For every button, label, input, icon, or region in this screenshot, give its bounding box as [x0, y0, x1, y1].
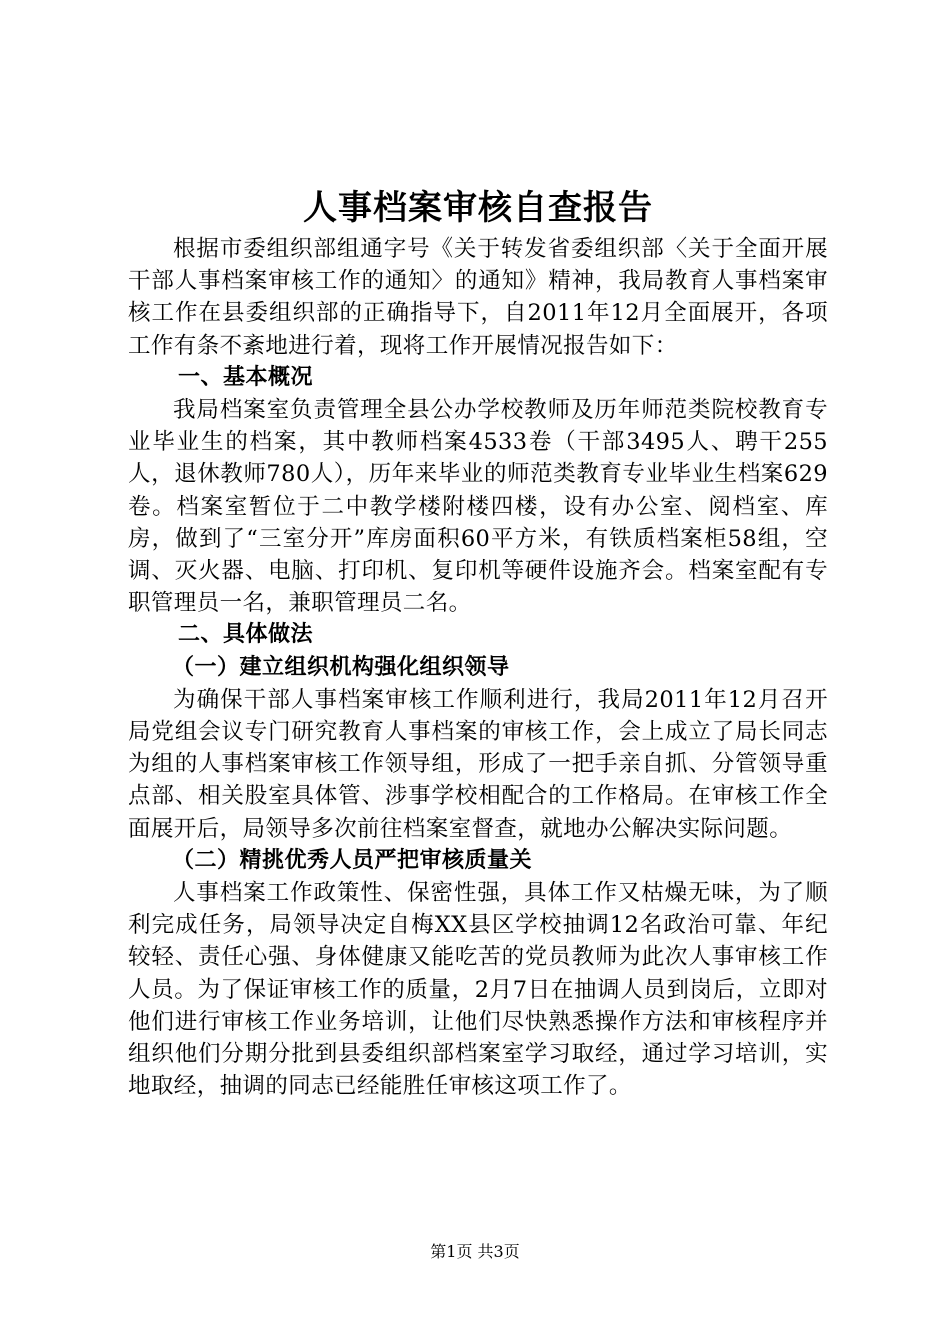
subsection-heading-staffing: （二）精挑优秀人员严把审核质量关: [172, 847, 533, 873]
section-heading-methods: 二、具体做法: [178, 622, 314, 648]
document-title: 人事档案审核自查报告: [303, 188, 653, 228]
overview-paragraph: 我局档案室负责管理全县公办学校教师及历年师范类院校教育专业毕业生的档案，其中教师档案4533卷（干部3495人、聘干255人，退休教师780人），历年来毕业的师范类教育专业毕业生档案629卷。档案室暂位于二中教学楼附楼四楼，设有办公室、阅档室、库房，做到了“三室分开”库房面积60平方米，有铁质档案柜58组，空调、灭火器、电脑、打印机、复印机等硬件设施齐会。档案室配有专职管理员一名，兼职管理员二名。: [128, 397, 828, 617]
subsection-heading-organization: （一）建立组织机构强化组织领导: [172, 654, 510, 680]
page-footer: 第1页 共3页: [430, 1242, 520, 1261]
document-body: [128, 233, 828, 1102]
staffing-paragraph: 人事档案工作政策性、保密性强，具体工作又枯燥无味，为了顺利完成任务，局领导决定自梅XX县区学校抽调12名政治可靠、年纪较轻、责任心强、身体健康又能吃苦的党员教师为此次人事审核工作人员。为了保证审核工作的质量，2月7日在抽调人员到岗后，立即对他们进行审核工作业务培训，让他们尽快熟悉操作方法和审核程序并组织他们分期分批到县委组织部档案室学习取经，通过学习培训，实地取经，抽调的同志已经能胜任审核这项工作了。: [128, 880, 828, 1100]
section-heading-overview: 一、基本概况: [178, 364, 314, 390]
document-page: [128, 0, 828, 1344]
organization-paragraph: 为确保干部人事档案审核工作顺利进行，我局2011年12月召开局党组会议专门研究教育人事档案的审核工作，会上成立了局长同志为组的人事档案审核工作领导组，形成了一把手亲自抓、分管领导重点部、相关股室具体管、涉事学校相配合的工作格局。在审核工作全面展开后，局领导多次前往档案室督查，就地办公解决实际问题。: [128, 686, 828, 842]
intro-paragraph: 根据市委组织部组通字号《关于转发省委组织部〈关于全面开展干部人事档案审核工作的通知〉的通知》精神，我局教育人事档案审核工作在县委组织部的正确指导下，自2011年12月全面展开，各项工作有条不紊地进行着，现将工作开展情况报告如下：: [128, 236, 828, 359]
